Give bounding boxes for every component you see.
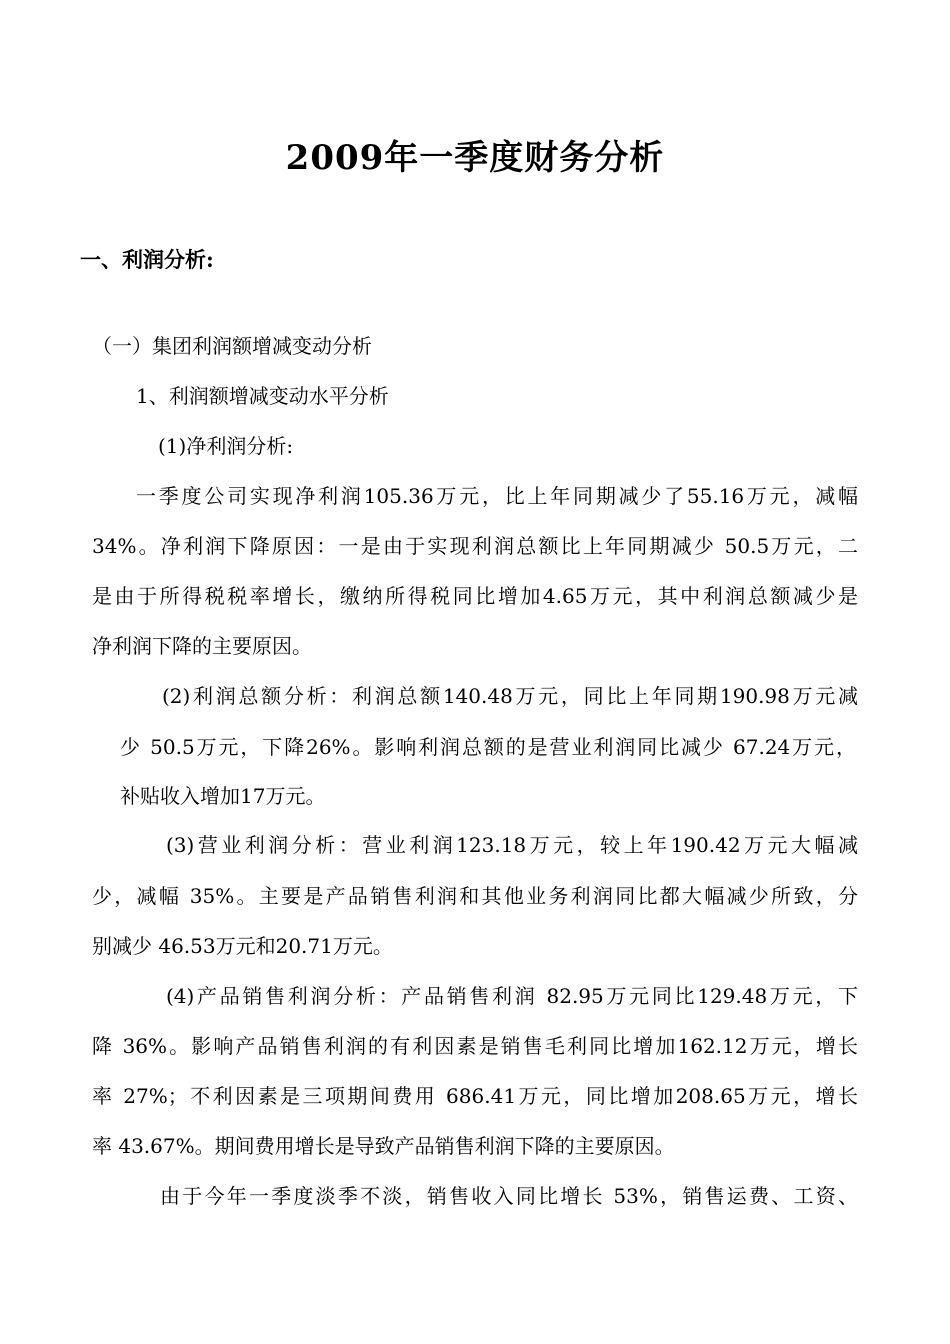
paragraph-line: 一季度公司实现净利润105.36万元，比上年同期减少了55.16万元，减幅 — [136, 484, 858, 508]
paragraph-line: 34%。净利润下降原因：一是由于实现利润总额比上年同期减少 50.5万元，二 — [92, 534, 858, 558]
subsection-heading: （一）集团利润额增减变动分析 — [92, 334, 372, 358]
paragraph-line: 别减少 46.53万元和20.71万元。 — [92, 934, 393, 958]
paragraph-line: 率 43.67%。期间费用增长是导致产品销售利润下降的主要原因。 — [92, 1134, 675, 1158]
paragraph-line: (2)利润总额分析：利润总额140.48万元，同比上年同期190.98万元减 — [162, 684, 858, 708]
paragraph-line: 少，减幅 35%。主要是产品销售利润和其他业务利润同比都大幅减少所致，分 — [92, 884, 858, 908]
net-profit-label: (1)净利润分析: — [158, 434, 294, 458]
paragraph-line: 是由于所得税税率增长，缴纳所得税同比增加4.65万元，其中利润总额减少是 — [92, 584, 858, 608]
paragraph-line: 由于今年一季度淡季不淡，销售收入同比增长 53%，销售运费、工资、 — [160, 1184, 858, 1208]
paragraph-line: (4)产品销售利润分析：产品销售利润 82.95万元同比129.48万元，下 — [166, 984, 858, 1008]
paragraph-line: 补贴收入增加17万元。 — [120, 784, 326, 808]
document-title: 2009年一季度财务分析 — [285, 138, 665, 178]
section-heading-profit-analysis: 一、利润分析: — [80, 247, 214, 272]
paragraph-line: (3)营业利润分析：营业利润123.18万元，较上年190.42万元大幅减 — [166, 833, 858, 857]
paragraph-line: 率 27%；不利因素是三项期间费用 686.41万元，同比增加208.65万元，增长 — [92, 1084, 858, 1108]
item-heading-profit-change: 1、利润额增减变动水平分析 — [136, 384, 389, 408]
paragraph-line: 少 50.5万元，下降26%。影响利润总额的是营业利润同比减少 67.24万元， — [120, 735, 856, 759]
paragraph-line: 净利润下降的主要原因。 — [92, 634, 312, 658]
paragraph-line: 降 36%。影响产品销售利润的有利因素是销售毛利同比增加162.12万元，增长 — [92, 1034, 858, 1058]
